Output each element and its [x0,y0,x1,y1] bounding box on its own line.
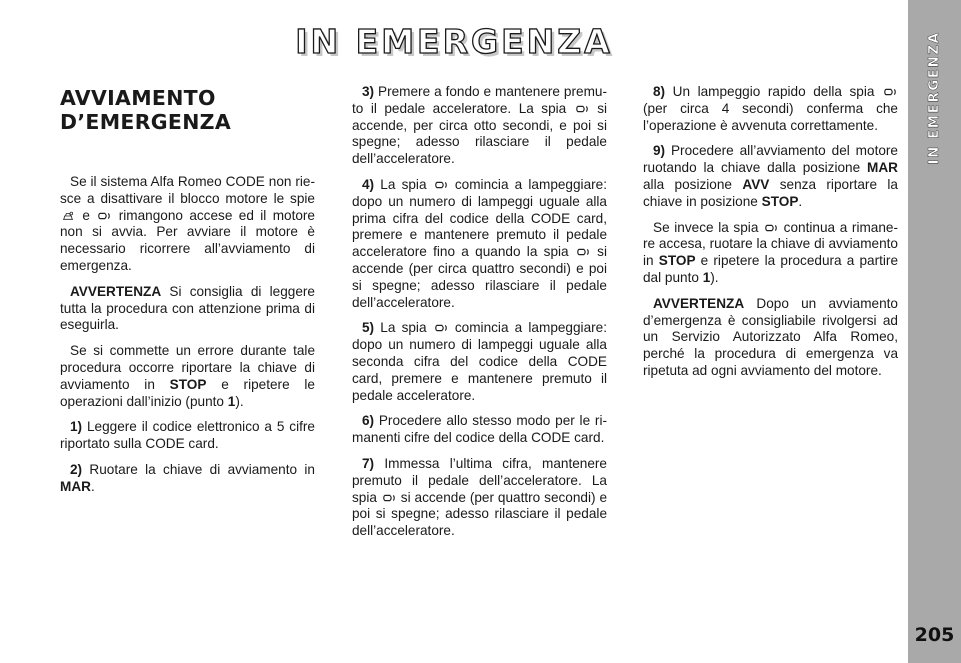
step-1: 1) Leggere il codice elettronico a 5 cifre riportato sulla CODE card. [60,419,315,452]
paragraph: AVVERTENZA Dopo un avviamento d’emergenza è consigliabile rivolgersi ad un Servizio Autorizzato Alfa Romeo, perché la procedura di emergenza va ripetuta ad ogni avviamento del motore. [643,295,898,378]
paragraph: Se si commette un errore durante tale procedura occorre riportare la chiave di avviamento in STOP e ripetere le operazioni dall’inizio (punto 1). [60,343,315,409]
glow-plug-icon [883,87,897,97]
paragraph: Se il sistema Alfa Romeo CODE non riesce a disattivare il blocco motore le spie e rimangono accese ed il motore non si avvia. Per avviare il motore è necessario ricorrere all’avviamento di emergenza. [60,174,315,273]
glow-plug-icon [575,104,589,114]
key-car-icon [61,211,75,221]
glow-plug-icon [764,223,778,233]
glow-plug-icon [434,180,448,190]
column-1 [60,80,315,505]
page-number: 205 [914,624,955,646]
section-heading-line-1: AVVIAMENTO [60,86,216,110]
glow-plug-icon [576,247,590,257]
step-2: 2) Ruotare la chiave di avviamento in MAR. [60,461,315,494]
step-6: 6) Procedere allo stesso modo per le rimanenti cifre del codice della CODE card. [352,413,607,446]
section-heading [60,86,315,134]
step-9: 9) Procedere all’avviamento del motore ruotando la chiave dalla posizione MAR alla posizione AVV senza riportare la chiave in posizione STOP. [643,143,898,209]
section-heading-line-2: D’EMERGENZA [60,110,232,134]
glow-plug-icon [382,493,396,503]
step-5: 5) La spia comincia a lampeggiare: dopo un numero di lampeggi uguale alla seconda cifra del codice della CODE card, premere e mantenere premuto il pedale acceleratore. [352,320,608,403]
step-3: 3) Premere a fondo e mantenere premuto il pedale acceleratore. La spia si accende, per circa otto secondi, e poi si spegne; adesso rilasciare il pedale dell’acceleratore. [352,84,608,167]
paragraph: Se invece la spia continua a rimanere accesa, ruotare la chiave di avviamento in STOP e ripetere la procedura a partire dal punto 1). [643,219,899,285]
step-7: 7) Immessa l’ultima cifra, mantenere premuto il pedale dell’acceleratore. La spia si accende (per quattro secondi) e poi si spegne; adesso rilasciare il pedale dell’acceleratore. [352,455,607,539]
sidebar-label: IN EMERGENZA [926,31,942,165]
glow-plug-icon [434,323,448,333]
column-3 [643,80,898,389]
page-title: IN EMERGENZA [295,22,613,61]
glow-plug-icon [97,211,111,221]
column-2 [352,80,607,549]
step-4: 4) La spia comincia a lampeggiare: dopo un numero di lampeggi uguale alla prima cifra del codice della CODE card, premere e mantenere premuto il pedale acceleratore fino a quando la spia si accende (per circa quattro secondi) e poi si spegne; adesso rilasciare il pedale dell’acceleratore. [352,176,608,310]
sidebar-tab [908,0,961,663]
paragraph: AVVERTENZA Si consiglia di leggere tutta la procedura con attenzione prima di eseguirla. [60,283,315,333]
step-8: 8) Un lampeggio rapido della spia (per circa 4 secondi) conferma che l’operazione è avvenuta correttamente. [643,84,898,133]
